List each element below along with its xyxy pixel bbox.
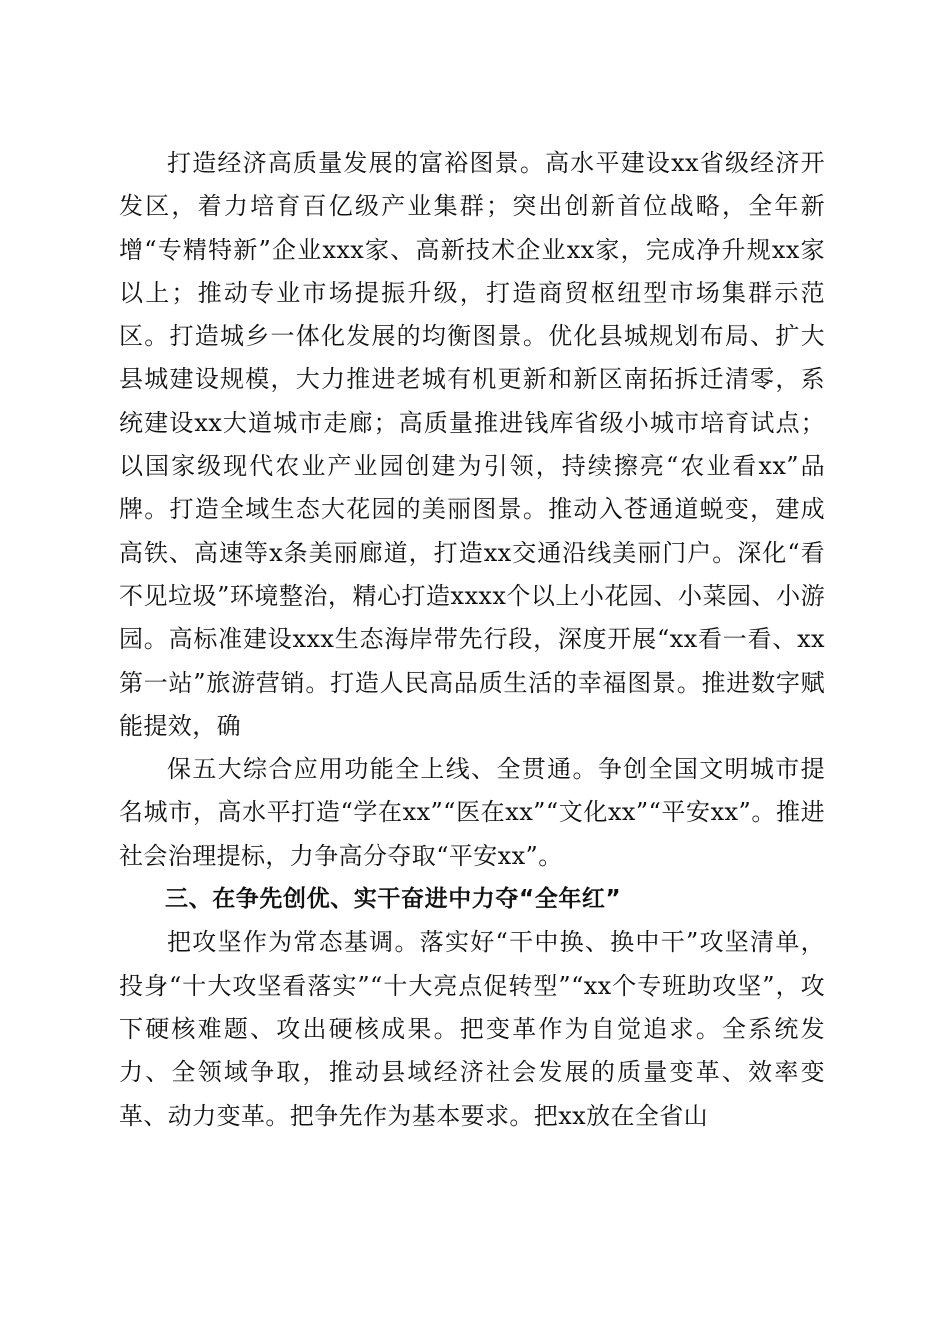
body-paragraph-tackling: 把攻坚作为常态基调。落实好“干中换、换中干”攻坚清单，投身“十大攻坚看落实”“十大亮点促转型”“xx个专班助攻坚”，攻下硬核难题、攻出硬核成果。把变革作为自觉追求。全系统发力、全领域争取，推动县域经济社会发展的质量变革、效率变革、动力变革。把争先作为基本要求。把xx放在全省山 — [119, 928, 825, 1130]
document-page — [119, 142, 825, 1138]
body-paragraph-prosperity: 打造经济高质量发展的富裕图景。高水平建设xx省级经济开发区，着力培育百亿级产业集群；突出创新首位战略，全年新增“专精特新”企业xxx家、高新技术企业xx家，完成净升规xx家以上；推动专业市场提振升级，打造商贸枢纽型市场集群示范区。打造城乡一体化发展的均衡图景。优化县城规划布局、扩大县城建设规模，大力推进老城有机更新和新区南拓拆迁清零，系统建设xx大道城市走廊；高质量推进钱库省级小城市培育试点；以国家级现代农业产业园创建为引领，持续擦亮“农业看xx”品牌。打造全域生态大花园的美丽图景。推动入苍通道蜕变，建成高铁、高速等x条美丽廊道，打造xx交通沿线美丽门户。深化“看不见垃圾”环境整治，精心打造xxxx个以上小花园、小菜园、小游园。高标准建设xxx生态海岸带先行段，深度开展“xx看一看、xx第一站”旅游营销。打造人民高品质生活的幸福图景。推进数字赋能提效，确 — [119, 149, 825, 740]
section-heading: 三、在争先创优、实干奋进中力夺“全年红” — [165, 886, 622, 913]
body-paragraph-civilized-city: 保五大综合应用功能全上线、全贯通。争创全国文明城市提名城市，高水平打造“学在xx”“医在xx”“文化xx”“平安xx”。推进社会治理提标，力争高分夺取“平安xx”。 — [119, 755, 825, 870]
